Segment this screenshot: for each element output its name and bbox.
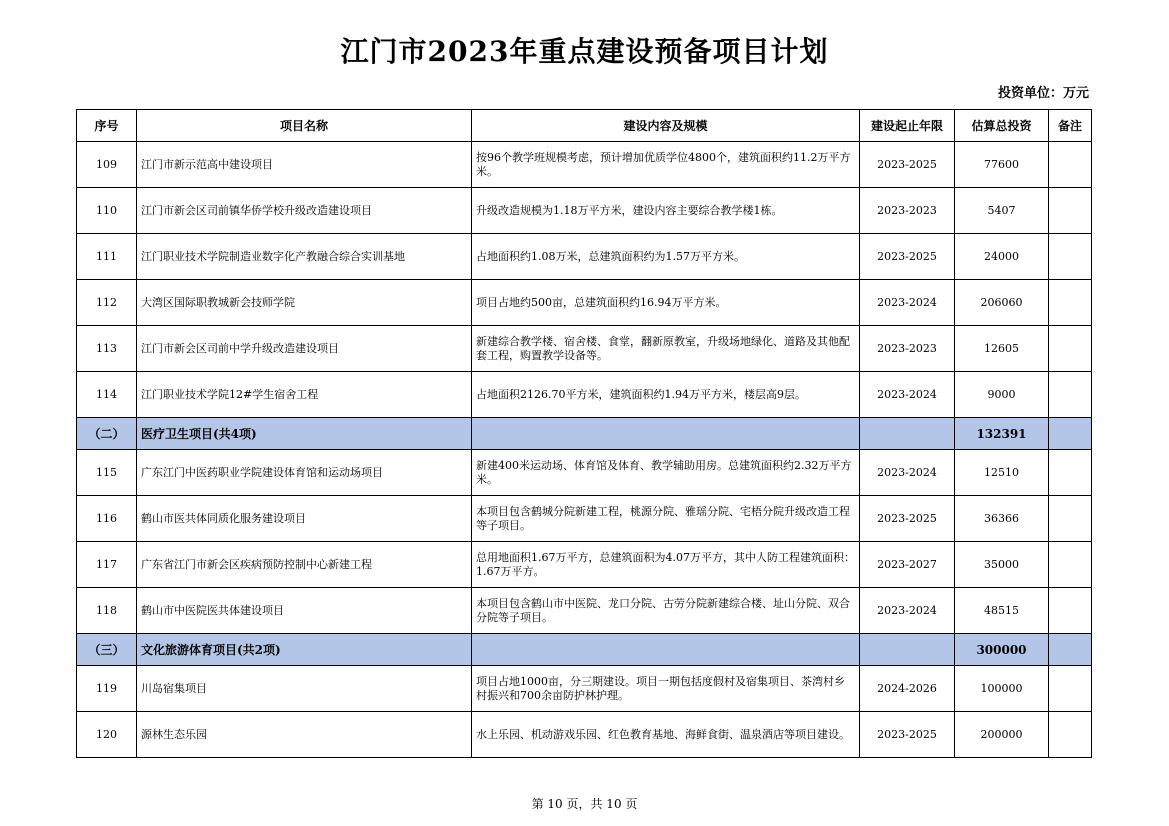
row-invest: 200000: [955, 712, 1049, 758]
row-name: 江门市新会区司前镇华侨学校升级改造建设项目: [137, 188, 472, 234]
row-note: [1049, 188, 1092, 234]
row-name: 广东省江门市新会区疾病预防控制中心新建工程: [137, 542, 472, 588]
row-years: 2023-2025: [860, 712, 955, 758]
row-note: [1049, 542, 1092, 588]
row-invest: 9000: [955, 372, 1049, 418]
row-no: 118: [77, 588, 137, 634]
table-row: [77, 666, 1092, 712]
row-no: 113: [77, 326, 137, 372]
table-row: [77, 542, 1092, 588]
row-name: 鹤山市医共体同质化服务建设项目: [137, 496, 472, 542]
header-no: 序号: [77, 110, 137, 142]
row-name: 江门市新会区司前中学升级改造建设项目: [137, 326, 472, 372]
row-note: [1049, 712, 1092, 758]
row-no: 112: [77, 280, 137, 326]
row-name: 源林生态乐园: [137, 712, 472, 758]
row-no: （二）: [77, 418, 137, 450]
table-row: [77, 280, 1092, 326]
row-note: [1049, 280, 1092, 326]
table-row: [77, 450, 1092, 496]
row-invest: 36366: [955, 496, 1049, 542]
row-no: 111: [77, 234, 137, 280]
row-content: 新建综合教学楼、宿舍楼、食堂，翻新原教室，升级场地绿化、道路及其他配套工程，购置教学设备等。: [472, 326, 860, 372]
row-content: 总用地面积1.67万平方，总建筑面积为4.07万平方，其中人防工程建筑面积：1.67万平方。: [472, 542, 860, 588]
row-invest: 12510: [955, 450, 1049, 496]
row-content: 占地面积2126.70平方米，建筑面积约1.94万平方米，楼层高9层。: [472, 372, 860, 418]
header-name: 项目名称: [137, 110, 472, 142]
table-row: [77, 188, 1092, 234]
row-note: [1049, 588, 1092, 634]
page-footer: 第 10 页，共 10 页: [531, 797, 638, 811]
row-content: 项目占地1000亩，分三期建设。项目一期包括度假村及宿集项目、茶湾村乡村振兴和700余亩防护林护理。: [472, 666, 860, 712]
row-no: 109: [77, 142, 137, 188]
row-invest: 300000: [955, 634, 1049, 666]
row-no: 110: [77, 188, 137, 234]
page-title: 江门市2023年重点建设预备项目计划: [340, 35, 829, 68]
table-header-row: [77, 110, 1092, 142]
row-note: [1049, 326, 1092, 372]
header-years: 建设起止年限: [860, 110, 955, 142]
row-no: 117: [77, 542, 137, 588]
row-note: [1049, 666, 1092, 712]
row-invest: 100000: [955, 666, 1049, 712]
row-name: 江门市新示范高中建设项目: [137, 142, 472, 188]
row-note: [1049, 234, 1092, 280]
table-row: [77, 372, 1092, 418]
table-row: [77, 588, 1092, 634]
row-years: [860, 418, 955, 450]
row-name: 江门职业技术学院制造业数字化产教融合综合实训基地: [137, 234, 472, 280]
row-invest: 206060: [955, 280, 1049, 326]
row-no: 120: [77, 712, 137, 758]
row-invest: 48515: [955, 588, 1049, 634]
investment-unit: 投资单位：万元: [997, 86, 1089, 101]
table-row: [77, 142, 1092, 188]
row-note: [1049, 450, 1092, 496]
row-name: 文化旅游体育项目(共2项): [137, 634, 472, 666]
row-name: 广东江门中医药职业学院建设体育馆和运动场项目: [137, 450, 472, 496]
row-invest: 35000: [955, 542, 1049, 588]
row-content: 新建400米运动场、体育馆及体育、教学辅助用房。总建筑面积约2.32万平方米。: [472, 450, 860, 496]
row-note: [1049, 496, 1092, 542]
header-invest: 估算总投资: [955, 110, 1049, 142]
row-name: 医疗卫生项目(共4项): [137, 418, 472, 450]
header-content: 建设内容及规模: [472, 110, 860, 142]
row-content: 按96个教学班规模考虑，预计增加优质学位4800个，建筑面积约11.2万平方米。: [472, 142, 860, 188]
table-body: [77, 142, 1092, 758]
row-no: 114: [77, 372, 137, 418]
row-name: 江门职业技术学院12#学生宿舍工程: [137, 372, 472, 418]
row-content: 升级改造规模为1.18万平方米，建设内容主要综合教学楼1栋。: [472, 188, 860, 234]
table-row: [77, 326, 1092, 372]
row-name: 鹤山市中医院医共体建设项目: [137, 588, 472, 634]
row-content: 本项目包含鹤城分院新建工程，桃源分院、雅瑶分院、宅梧分院升级改造工程等子项目。: [472, 496, 860, 542]
row-years: 2023-2023: [860, 326, 955, 372]
row-invest: 5407: [955, 188, 1049, 234]
row-no: 115: [77, 450, 137, 496]
row-note: [1049, 418, 1092, 450]
row-invest: 24000: [955, 234, 1049, 280]
row-content: 项目占地约500亩，总建筑面积约16.94万平方米。: [472, 280, 860, 326]
row-years: 2023-2024: [860, 372, 955, 418]
row-invest: 132391: [955, 418, 1049, 450]
row-invest: 12605: [955, 326, 1049, 372]
row-years: 2023-2025: [860, 496, 955, 542]
row-content: 水上乐园、机动游戏乐园、红色教育基地、海鲜食街、温泉酒店等项目建设。: [472, 712, 860, 758]
row-note: [1049, 634, 1092, 666]
table-row: [77, 496, 1092, 542]
row-content: [472, 634, 860, 666]
row-no: 119: [77, 666, 137, 712]
category-row: [77, 634, 1092, 666]
table-row: [77, 234, 1092, 280]
category-row: [77, 418, 1092, 450]
row-content: [472, 418, 860, 450]
row-note: [1049, 372, 1092, 418]
row-years: 2023-2023: [860, 188, 955, 234]
row-no: （三）: [77, 634, 137, 666]
row-no: 116: [77, 496, 137, 542]
row-years: 2023-2024: [860, 588, 955, 634]
table-row: [77, 712, 1092, 758]
row-content: 占地面积约1.08万米，总建筑面积约为1.57万平方米。: [472, 234, 860, 280]
row-note: [1049, 142, 1092, 188]
row-years: 2023-2024: [860, 450, 955, 496]
row-years: 2024-2026: [860, 666, 955, 712]
row-years: 2023-2027: [860, 542, 955, 588]
row-years: [860, 634, 955, 666]
project-table: [76, 109, 1092, 758]
row-content: 本项目包含鹤山市中医院、龙口分院、古劳分院新建综合楼、址山分院、双合分院等子项目。: [472, 588, 860, 634]
row-name: 大湾区国际职教城新会技师学院: [137, 280, 472, 326]
row-years: 2023-2025: [860, 142, 955, 188]
header-note: 备注: [1049, 110, 1092, 142]
row-name: 川岛宿集项目: [137, 666, 472, 712]
row-invest: 77600: [955, 142, 1049, 188]
row-years: 2023-2025: [860, 234, 955, 280]
row-years: 2023-2024: [860, 280, 955, 326]
